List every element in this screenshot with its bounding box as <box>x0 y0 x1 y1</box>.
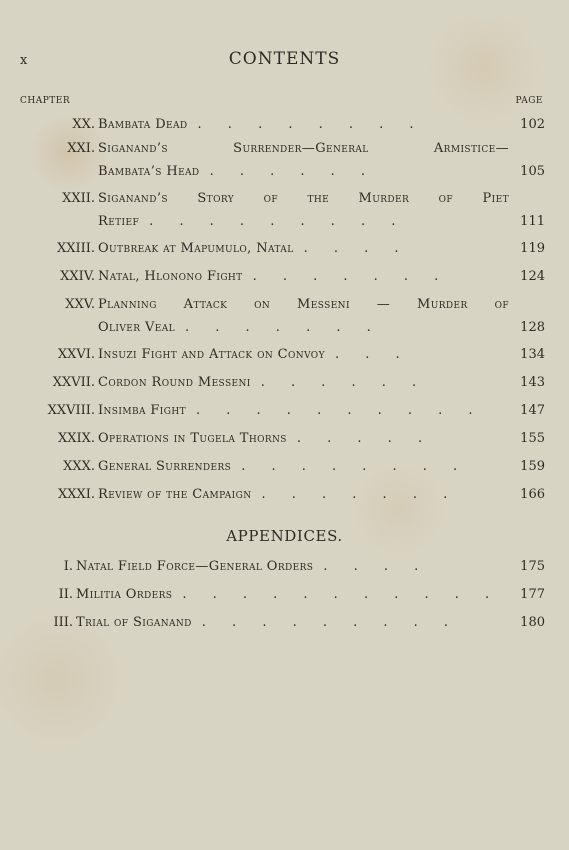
toc-entry <box>0 187 569 233</box>
chapter-title-continued: Oliver Veal <box>98 320 176 335</box>
appendices-heading: APPENDICES. <box>226 527 343 545</box>
chapter-page: 147 <box>520 403 545 418</box>
leader-dots: . . . . . . . . . <box>149 214 407 229</box>
chapter-page: 105 <box>520 164 545 179</box>
chapter-number: XXII. <box>62 191 95 206</box>
leader-dots: . . . . . . . <box>185 320 382 335</box>
toc-entry <box>0 555 569 579</box>
toc-entry <box>0 455 569 479</box>
chapter-title: Bambata Dead <box>98 117 188 132</box>
chapter-page: 124 <box>520 269 545 284</box>
leader-dots: . . . . . . <box>260 375 428 390</box>
toc-entry <box>0 611 569 635</box>
appendix-title: Natal Field Force—General Orders <box>76 559 314 574</box>
appendix-title: Trial of Siganand <box>76 615 192 630</box>
chapter-title: General Surrenders <box>98 459 232 474</box>
chapter-number: XXIII. <box>56 241 95 256</box>
page-column-header: PAGE <box>515 96 543 106</box>
chapter-title-continued: Retief <box>98 214 140 229</box>
chapter-page: 166 <box>520 487 545 502</box>
chapter-title: Siganand’s Story of the Murder of Piet <box>98 191 509 206</box>
leader-dots: . . . . . . . . . . <box>196 403 484 418</box>
leader-dots: . . . . . . . <box>252 269 450 284</box>
leader-dots: . . . . <box>323 559 430 574</box>
chapter-number: XX. <box>72 117 95 132</box>
page-title: CONTENTS <box>228 49 341 69</box>
toc-entry <box>0 137 569 183</box>
chapter-title: Siganand’s Surrender—General Armistice— <box>98 141 509 156</box>
toc-entry <box>0 343 569 367</box>
chapter-number: XXVI. <box>57 347 95 362</box>
chapter-number: XXVII. <box>52 375 95 390</box>
appendix-title: Militia Orders <box>76 587 173 602</box>
toc-entry <box>0 583 569 607</box>
chapter-number: XXIV. <box>60 269 95 284</box>
toc-entry <box>0 399 569 423</box>
toc-entry <box>0 293 569 339</box>
appendix-page: 180 <box>520 615 545 630</box>
chapter-page: 111 <box>520 214 545 229</box>
toc-entry <box>0 265 569 289</box>
leader-dots: . . . . . . . . <box>197 117 425 132</box>
toc-entry <box>0 427 569 451</box>
appendix-page: 175 <box>520 559 545 574</box>
chapter-title: Cordon Round Messeni <box>98 375 251 390</box>
chapter-title: Insuzi Fight and Attack on Convoy <box>98 347 325 362</box>
chapter-title: Operations in Tugela Thorns <box>98 431 287 446</box>
chapter-title: Insimba Fight <box>98 403 187 418</box>
chapter-page: 119 <box>520 241 545 256</box>
leader-dots: . . . . . . . . . . . <box>182 587 501 602</box>
leader-dots: . . . . . . . . <box>241 459 469 474</box>
chapter-list <box>0 113 569 507</box>
toc-entry <box>0 371 569 395</box>
chapter-title: Planning Attack on Messeni — Murder of <box>98 297 509 312</box>
leader-dots: . . . <box>334 347 411 362</box>
chapter-number: XXXI. <box>57 487 95 502</box>
appendix-page: 177 <box>520 587 545 602</box>
chapter-number: XXIX. <box>57 431 95 446</box>
leader-dots: . . . . . . . <box>261 487 459 502</box>
chapter-page: 128 <box>520 320 545 335</box>
chapter-number: XXVIII. <box>47 403 95 418</box>
appendix-number: I. <box>63 559 73 574</box>
leader-dots: . . . . . . <box>209 164 377 179</box>
chapter-title: Outbreak at Mapumulo, Natal <box>98 241 294 256</box>
chapter-page: 102 <box>520 117 545 132</box>
chapter-title: Review of the Campaign <box>98 487 252 502</box>
toc-entry <box>0 483 569 507</box>
chapter-number: XXI. <box>67 141 95 156</box>
leader-dots: . . . . <box>303 241 410 256</box>
leader-dots: . . . . . . . . . <box>201 615 460 630</box>
chapter-page: 143 <box>520 375 545 390</box>
chapter-title-continued: Bambata’s Head <box>98 164 200 179</box>
chapter-page: 155 <box>520 431 545 446</box>
chapter-column-header: CHAPTER <box>20 96 71 106</box>
appendix-number: III. <box>53 615 73 630</box>
chapter-page: 134 <box>520 347 545 362</box>
appendix-number: II. <box>58 587 73 602</box>
chapter-title: Natal, Hlonono Fight <box>98 269 243 284</box>
page-number: x <box>20 53 28 68</box>
toc-entry <box>0 113 569 137</box>
leader-dots: . . . . . <box>296 431 434 446</box>
chapter-number: XXX. <box>63 459 95 474</box>
chapter-page: 159 <box>520 459 545 474</box>
toc-entry <box>0 237 569 261</box>
appendix-list <box>0 555 569 635</box>
chapter-number: XXV. <box>65 297 95 312</box>
